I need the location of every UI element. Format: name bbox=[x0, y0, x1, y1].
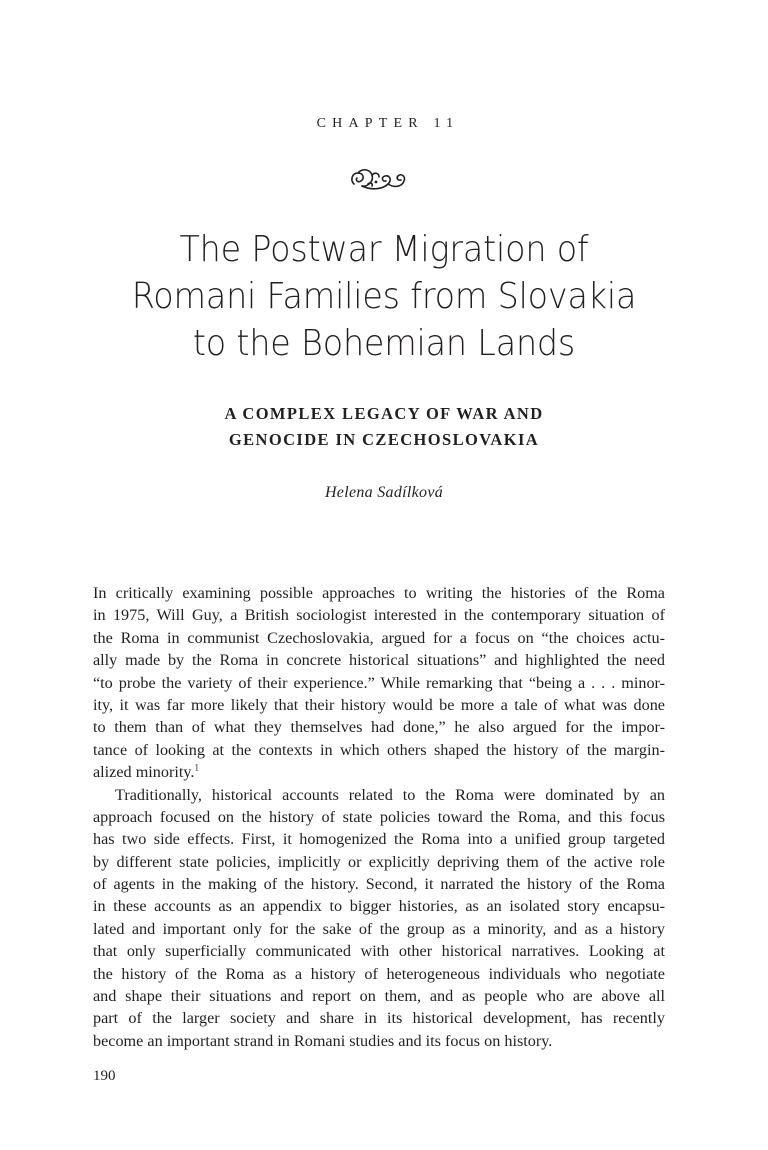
paragraph-2-line: the history of the Roma as a history of heterogeneous individuals who negotiate bbox=[93, 964, 665, 983]
paragraph-2-line: of agents in the making of the history. Second, it narrated the history of the Roma bbox=[93, 875, 665, 894]
chapter-label: CHAPTER 11 bbox=[316, 116, 460, 131]
title-line: to the Bohemian Lands bbox=[192, 323, 576, 364]
author-name: Helena Sadílková bbox=[324, 484, 444, 501]
paragraph-2-line: in these accounts as an appendix to bigger histories, as an isolated story encapsu- bbox=[93, 897, 665, 916]
paragraph-1-line: In critically examining possible approaches to writing the histories of the Roma bbox=[93, 584, 665, 602]
paragraph-1-line: ity, it was far more likely that their history would be more a tale of what was done bbox=[93, 695, 665, 714]
paragraph-1-line: ally made by the Roma in concrete historical situations” and highlighted the need bbox=[93, 651, 665, 670]
paragraph-2-line: approach focused on the history of state policies toward the Roma, and this focus bbox=[93, 807, 665, 826]
paragraph-2-line: part of the larger society and share in its historical development, has recently bbox=[93, 1009, 665, 1028]
title-line: Romani Families from Slovakia bbox=[131, 276, 637, 317]
paragraph-2-line: become an important strand in Romani studies and its focus on history. bbox=[93, 1031, 553, 1050]
chapter-title bbox=[23, 226, 745, 367]
paragraph-2-line: by different state policies, implicitly or explicitly depriving them of the active role bbox=[93, 852, 665, 871]
body-text bbox=[93, 582, 665, 1052]
paragraph-1-line: tance of looking at the contexts in which others shaped the history of the margin- bbox=[93, 740, 665, 759]
paragraph-2-line: lated and important only for the sake of the group as a minority, and as a history bbox=[93, 919, 665, 938]
paragraph-2-line: and shape their situations and report on them, and as people who are above all bbox=[93, 987, 665, 1006]
paragraph-1-line: the Roma in communist Czechoslovakia, argued for a focus on “the choices actu- bbox=[93, 628, 665, 647]
chapter-subtitle bbox=[0, 401, 768, 453]
page-number: 190 bbox=[93, 1068, 116, 1084]
paragraph-1-last-line bbox=[93, 761, 665, 783]
paragraph-2-line: Traditionally, historical accounts related to the Roma were dominated by an bbox=[115, 785, 665, 804]
subtitle-line: A COMPLEX LEGACY OF WAR AND bbox=[224, 404, 544, 423]
paragraph-1-line: in 1975, Will Guy, a British sociologist interested in the contemporary situation of bbox=[93, 606, 665, 625]
subtitle-line: GENOCIDE IN CZECHOSLOVAKIA bbox=[228, 430, 540, 449]
paragraph-2-line: has two side effects. First, it homogenized the Roma into a unified group targeted bbox=[93, 830, 665, 849]
paragraph-1-line: “to probe the variety of their experience.” While remarking that “being a . . . minor- bbox=[93, 673, 665, 692]
paragraph-2-line: that only superficially communicated with other historical narratives. Looking at bbox=[93, 942, 665, 961]
paragraph-1-line: to them than of what they themselves had done,” he also argued for the impor- bbox=[93, 718, 665, 737]
paragraph-1-line-text: alized minority. bbox=[93, 763, 195, 782]
footnote-marker[interactable]: 1 bbox=[194, 762, 199, 773]
fleuron-ornament-icon bbox=[348, 164, 412, 194]
title-line: The Postwar Migration of bbox=[179, 229, 589, 270]
